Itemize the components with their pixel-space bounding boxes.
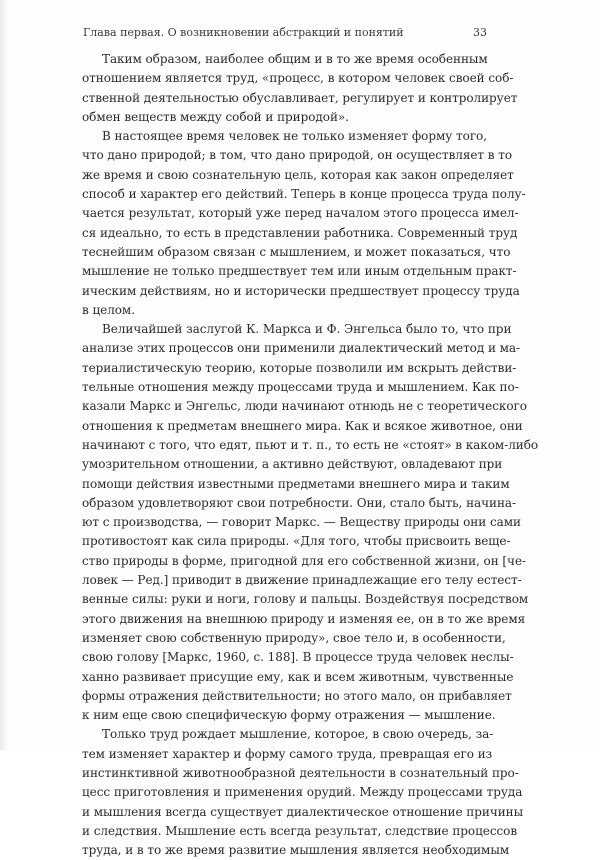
page-edge-shadow <box>0 0 8 750</box>
text-line: этого движения на внешнюю природу и изменяя ее, он в то же время <box>82 611 526 626</box>
running-title: Глава первая. О возникновении абстракций и понятий <box>83 26 404 39</box>
text-line: и мышления всегда существует диалектическое отношение причины <box>82 804 524 819</box>
text-line: к ним еще свою специфическую форму отражения — мышление. <box>82 708 496 723</box>
text-line: же время и свою сознательную цель, которая как закон определяет <box>82 167 514 182</box>
text-line: способ и характер его действий. Теперь в конце процесса труда полу- <box>82 187 526 202</box>
text-line: казали Маркс и Энгельс, люди начинают отнюдь не с теоретического <box>82 399 527 414</box>
text-line: ханно развивает присущие ему, как и всем животным, чувственные <box>82 669 514 684</box>
text-line: В настоящее время человек не только изменяет форму того, <box>102 129 487 144</box>
text-line: цесс приготовления и применения орудий. Между процессами труда <box>82 785 523 800</box>
page-number: 33 <box>473 26 487 39</box>
text-line: анализе этих процессов они применили диалектический метод и ма- <box>82 341 521 356</box>
text-line: обмен веществ между собой и природой». <box>82 109 349 124</box>
text-line: образом удовлетворяют свои потребности. Они, стало быть, начина- <box>82 495 517 510</box>
text-line: териалистическую теорию, которые позволили им вскрыть действи- <box>82 360 517 375</box>
text-line: свою голову [Маркс, 1960, с. 188]. В процессе труда человек неслы- <box>82 650 514 665</box>
text-line: помощи действия известными предметами внешнего мира и таким <box>82 476 510 491</box>
text-line: мышление не только предшествует тем или иным отдельным практ- <box>82 264 517 279</box>
running-head <box>83 26 487 40</box>
text-line: ют с производства, — говорит Маркс. — Веществу природы они сами <box>82 515 521 530</box>
text-line: ство природы в форме, пригодной для его собственной жизни, он [че- <box>82 553 526 568</box>
text-line: противостоят как сила природы. «Для того, чтобы присвоить веще- <box>82 534 511 549</box>
text-line: Таким образом, наиболее общим и в то же время особенным <box>102 52 488 66</box>
text-line: Только труд рождает мышление, которое, в свою очередь, за- <box>102 727 494 742</box>
text-line: что дано природой; в том, что дано природой, он осуществляет в то <box>82 148 513 163</box>
text-line: и следствия. Мышление есть всегда результат, следствие процессов <box>82 823 518 838</box>
text-line: Величайшей заслугой К. Маркса и Ф. Энгельса было то, что при <box>102 322 512 337</box>
text-line: отношения к предметам внешнего мира. Как и всякое животное, они <box>82 418 523 433</box>
text-line: тем изменяет характер и форму самого труда, превращая его из <box>82 746 493 761</box>
text-line: ловек — Ред.] приводит в движение принадлежащие его телу естест- <box>82 573 522 588</box>
text-line: формы отражения действительности; но этого мало, он прибавляет <box>82 688 512 703</box>
text-line: начинают с того, что едят, пьют и т. п., то есть не «стоят» в каком-либо <box>82 437 539 452</box>
text-line: отношением является труд, «процесс, в котором человек своей соб- <box>82 71 514 86</box>
text-line: тельные отношения между процессами труда и мышлением. Как по- <box>82 380 519 395</box>
text-line: изменяет свою собственную природу», свое тело и, в особенности, <box>82 630 506 645</box>
text-line: инстинктивной животнообразной деятельности в сознательный про- <box>82 765 519 780</box>
text-line: венные силы: руки и ноги, голову и пальцы. Воздействуя посредством <box>82 592 529 607</box>
text-line: труда, и в то же время развитие мышления является необходимым <box>82 843 510 858</box>
text-line: умозрительном отношении, а активно действуют, овладевают при <box>82 457 503 472</box>
text-line: теснейшим образом связан с мышлением, и может показаться, что <box>82 244 511 259</box>
text-line: ическим действиям, но и исторически предшествует процессу труда <box>82 283 520 298</box>
text-line: в целом. <box>82 302 135 317</box>
text-line: чается результат, который уже перед началом этого процесса имел- <box>82 206 519 221</box>
text-line: ственной деятельностью обуславливает, регулирует и контролирует <box>82 90 518 105</box>
body-text <box>82 50 539 860</box>
text-line: ся идеально, то есть в представлении работника. Современный труд <box>82 225 518 240</box>
